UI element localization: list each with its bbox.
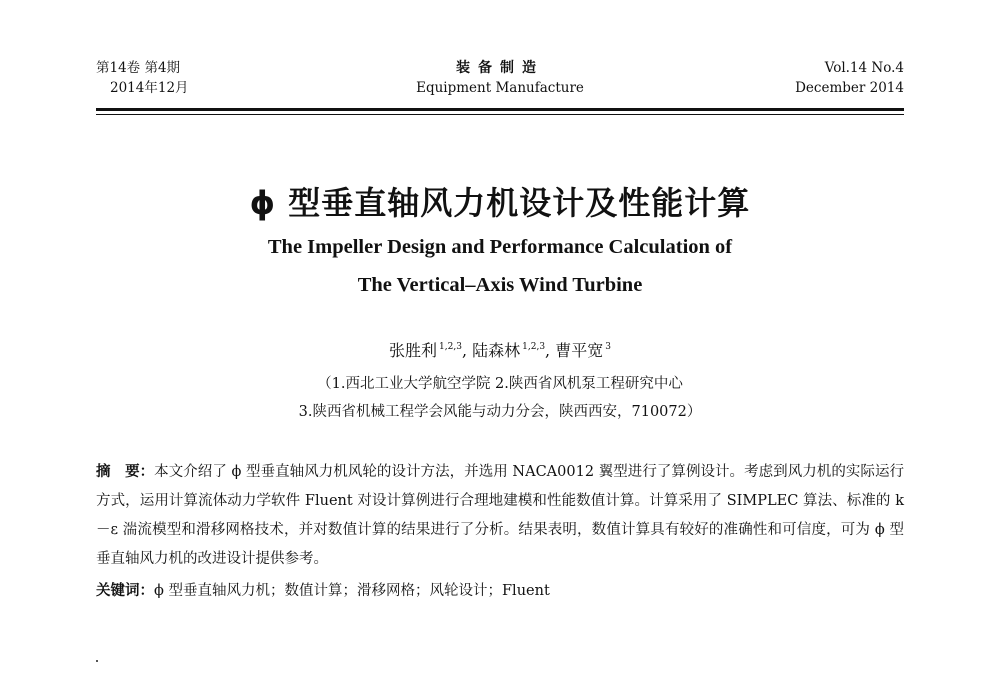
journal-name-cn: 装备制造 — [456, 60, 544, 76]
volume-issue-en: Vol.14 No.4 — [824, 60, 904, 76]
keywords-text: ϕ 型垂直轴风力机；数值计算；滑移网格；风轮设计；Fluent — [154, 583, 550, 599]
author-name: 陆森林 — [472, 341, 521, 360]
volume-issue-cn: 第14卷 第4期 — [96, 60, 181, 76]
title-english-line2: The Vertical–Axis Wind Turbine — [357, 274, 643, 296]
title-english-line1: The Impeller Design and Performance Calculation of — [267, 236, 733, 258]
header-center — [96, 58, 904, 98]
journal-name-en: Equipment Manufacture — [416, 80, 584, 96]
author-affiliation-marker: 3 — [605, 342, 611, 352]
author-name: 张胜利 — [389, 341, 438, 360]
title-chinese: ϕ 型垂直轴风力机设计及性能计算 — [249, 184, 751, 222]
abstract — [96, 458, 904, 574]
journal-header — [96, 58, 904, 102]
author-separator: , — [545, 341, 551, 360]
header-rule-thin — [96, 114, 904, 115]
keywords-label: 关键词： — [96, 583, 154, 599]
date-cn: 2014年12月 — [110, 80, 189, 96]
header-right — [795, 58, 904, 98]
author-affiliation-marker: 1,2,3 — [522, 342, 546, 352]
scan-speck — [96, 660, 98, 662]
abstract-label: 摘 要： — [96, 464, 155, 480]
author-list — [0, 338, 1000, 361]
author-separator: , — [461, 341, 468, 360]
affiliation-line1: （1.西北工业大学航空学院 2.陕西省风机泵工程研究中心 — [317, 376, 683, 392]
affiliation-line2: 3.陕西省机械工程学会风能与动力分会，陕西西安，710072） — [298, 404, 702, 420]
author-affiliation-marker: 1,2,3 — [439, 342, 462, 352]
header-rule-thick — [96, 108, 904, 111]
author-name: 曹平宽 — [555, 341, 604, 360]
abstract-text: 本文介绍了 ϕ 型垂直轴风力机风轮的设计方法，并选用 NACA0012 翼型进行了算例设计。考虑到风力机的实际运行方式，运用计算流体动力学软件 Fluent 对设计算例进行合理地建模和性能数值计算。计算采用了 SIMPLEC 算法、标准的 k－ε 湍流模型和滑移网格技术，并对数值计算的结果进行了分析。结果表明，数值计算具有较好的准确性和可信度，可为 ϕ 型垂直轴风力机的改进设计提供参考。 — [96, 464, 905, 567]
keywords — [96, 577, 904, 606]
date-en: December 2014 — [795, 80, 904, 96]
